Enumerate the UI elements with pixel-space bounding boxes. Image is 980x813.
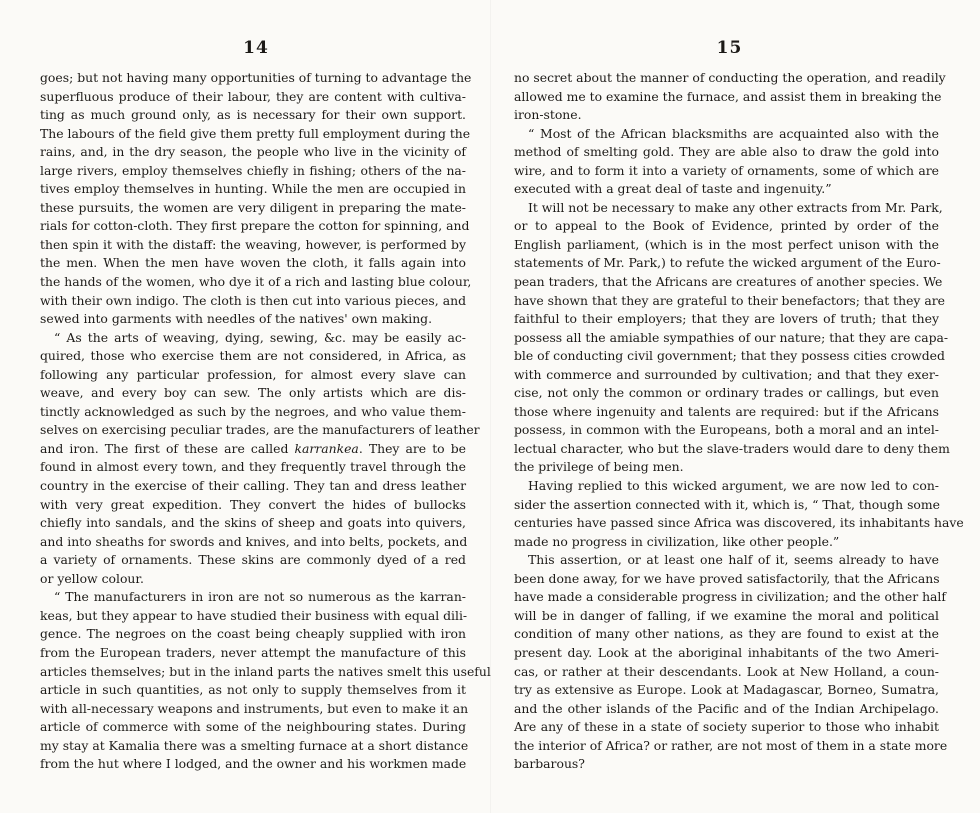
text-line: wire, and to form it into a variety of ornaments, some of which are [514, 162, 939, 178]
text-line: Having replied to this wicked argument, we are now led to con- [528, 478, 939, 494]
text-line: allowed me to examine the furnace, and assist them in breaking the [514, 88, 942, 104]
text-line: article of commerce with some of the neighbouring states. During [40, 719, 466, 735]
text-line: This assertion, or at least one half of it, seems already to have [528, 552, 939, 568]
text-line: cas, or rather at their descendants. Look at New Holland, a coun- [514, 663, 939, 679]
text-line: try as extensive as Europe. Look at Madagascar, Borneo, Sumatra, [514, 682, 939, 698]
text-line: with their own indigo. The cloth is then cut into various pieces, and [40, 292, 466, 308]
text-line: from the hut where I lodged, and the owner and his workmen made [40, 756, 467, 772]
text-line: and the other islands of the Pacific and of the Indian Archipelago. [514, 700, 939, 716]
text-line: the interior of Africa? or rather, are not most of them in a state more [514, 737, 948, 753]
text-line: and iron. The first of these are called karrankea. They are to be [40, 440, 466, 456]
text-line: pean traders, that the Africans are creatures of another species. We [514, 274, 943, 290]
text-line: articles themselves; but in the inland parts the natives smelt this useful [40, 663, 491, 679]
text-line: rains, and, in the dry season, the people who live in the vicinity of [40, 144, 466, 160]
text-line: with all-necessary weapons and instruments, but even to make it an [40, 700, 469, 716]
text-line: those where ingenuity and talents are required: but if the Africans [514, 403, 939, 419]
text-line: have made a considerable progress in civilization; and the other half [514, 589, 946, 605]
text-line: The labours of the field give them pretty full employment during the [40, 125, 471, 141]
text-line: It will not be necessary to make any other extracts from Mr. Park, [528, 199, 943, 215]
text-line: Are any of these in a state of society superior to those who inhabit [514, 719, 939, 735]
text-line: have shown that they are grateful to their benefactors; that they are [514, 292, 946, 308]
text-line: with very great expedition. They convert the hides of bullocks [40, 496, 466, 512]
text-line: executed with a great deal of taste and ingenuity.” [514, 181, 832, 197]
text-line: the privilege of being men. [514, 459, 684, 475]
text-line: will be in danger of falling, if we examine the moral and political [514, 607, 939, 623]
text-line: following any particular profession, for almost every slave can [40, 366, 466, 382]
text-line: no secret about the manner of conducting the operation, and readily [514, 70, 946, 85]
text-line: present day. Look at the aboriginal inhabitants of the two Ameri- [514, 644, 939, 660]
text-line: cise, not only the common or ordinary trades or callings, but even [514, 385, 939, 401]
text-line: chiefly into sandals, and the skins of sheep and goats into quivers, [40, 515, 466, 531]
text-line: “ Most of the African blacksmiths are acquainted also with the [528, 125, 939, 141]
text-line: tives employ themselves in hunting. While the men are occupied in [40, 181, 466, 197]
text-line: from the European traders, never attempt the manufacture of this [40, 644, 466, 660]
text-line: gence. The negroes on the coast being cheaply supplied with iron [40, 626, 466, 642]
text-line: made no progress in civilization, like other people.” [514, 533, 840, 549]
text-line: possess, in common with the Europeans, both a moral and an intel- [514, 422, 939, 438]
text-line: sider the assertion connected with it, which is, “ That, though some [514, 496, 940, 512]
text-line: faithful to their employers; that they are lovers of truth; that they [514, 311, 939, 327]
text-line: keas, but they appear to have studied their business with equal dili- [40, 607, 468, 623]
page-text [514, 69, 964, 774]
text-line: possess all the amiable sympathies of our nature; that they are capa- [514, 329, 949, 345]
text-line: then spin it with the distaff: the weaving, however, is performed by [40, 236, 466, 252]
text-line: quired, those who exercise them are not considered, in Africa, as [40, 348, 466, 364]
text-line: the hands of the women, who dye it of a rich and lasting blue colour, [40, 274, 472, 290]
page-number: 14 [243, 38, 269, 58]
text-line: centuries have passed since Africa was discovered, its inhabitants have [514, 515, 964, 531]
text-line: and into sheaths for swords and knives, and into belts, pockets, and [40, 533, 468, 549]
page-text [40, 69, 491, 774]
text-line: weave, and every boy can sew. The only artists which are dis- [40, 385, 466, 401]
text-line: tinctly acknowledged as such by the negroes, and who value them- [40, 403, 466, 419]
text-line: “ As the arts of weaving, dying, sewing, &c. may be easily ac- [54, 329, 466, 345]
text-line: large rivers, employ themselves chiefly in fishing; others of the na- [40, 162, 466, 178]
text-line: these pursuits, the women are very diligent in preparing the mate- [40, 199, 466, 215]
text-line: ble of conducting civil government; that they possess cities crowded [514, 348, 945, 364]
text-line: condition of many other nations, as they are found to exist at the [514, 626, 939, 642]
text-line: my stay at Kamalia there was a smelting furnace at a short distance [40, 737, 469, 753]
text-line: or yellow colour. [40, 570, 144, 586]
text-line: rials for cotton-cloth. They first prepare the cotton for spinning, and [40, 218, 470, 234]
text-line: country in the exercise of their calling. They tan and dress leather [40, 478, 466, 494]
text-line: been done away, for we have proved satisfactorily, that the Africans [514, 570, 940, 586]
text-line: selves on exercising peculiar trades, are the manufacturers of leather [40, 422, 480, 438]
text-line: barbarous? [514, 756, 585, 772]
gutter [490, 0, 491, 813]
text-line: iron-stone. [514, 107, 582, 123]
text-line: found in almost every town, and they frequently travel through the [40, 459, 466, 475]
text-line: a variety of ornaments. These skins are commonly dyed of a red [40, 552, 466, 568]
text-line: ting as much ground only, as is necessary for their own support. [40, 107, 466, 123]
text-line: superfluous produce of their labour, they are content with cultiva- [40, 88, 466, 104]
text-line: article in such quantities, as not only to supply themselves from it [40, 682, 466, 698]
text-line: with commerce and surrounded by cultivation; and that they exer- [514, 366, 939, 382]
page-number: 15 [716, 38, 743, 58]
text-line: method of smelting gold. They are able also to draw the gold into [514, 144, 939, 160]
text-line: goes; but not having many opportunities of turning to advantage the [40, 70, 472, 85]
text-line: statements of Mr. Park,) to refute the wicked argument of the Euro- [514, 255, 941, 271]
text-line: lectual character, who but the slave-traders would dare to deny them [514, 440, 950, 456]
text-line: the men. When the men have woven the cloth, it falls again into [40, 255, 466, 271]
text-line: English parliament, (which is in the most perfect unison with the [514, 236, 939, 252]
text-line: or to appeal to the Book of Evidence, printed by order of the [514, 218, 939, 234]
text-line: “ The manufacturers in iron are not so numerous as the karran- [54, 589, 466, 605]
text-line: sewed into garments with needles of the natives' own making. [40, 311, 433, 327]
